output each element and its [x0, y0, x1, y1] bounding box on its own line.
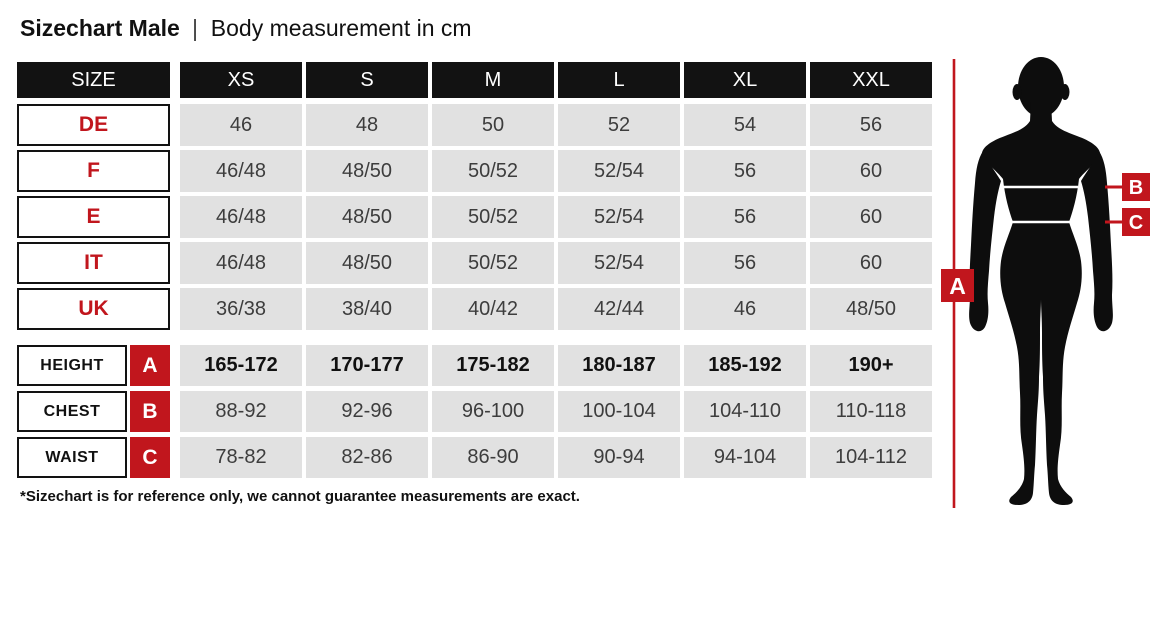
column-header-l: L — [558, 62, 680, 98]
table-section-gap — [17, 334, 932, 345]
cell-de-s: 48 — [306, 104, 428, 146]
header-row — [17, 62, 932, 98]
body-silhouette — [969, 57, 1113, 505]
cell-e-s: 48/50 — [306, 196, 428, 238]
cell-height-m: 175-182 — [432, 345, 554, 386]
cell-chest-s: 92-96 — [306, 391, 428, 432]
cell-height-s: 170-177 — [306, 345, 428, 386]
male-silhouette-figure — [935, 55, 1165, 515]
cell-e-xs: 46/48 — [180, 196, 302, 238]
cell-it-xxl: 60 — [810, 242, 932, 284]
row-label-f: F — [17, 150, 170, 192]
page-title — [20, 14, 472, 42]
row-label-waist: WAIST — [17, 437, 127, 478]
footnote: *Sizechart is for reference only, we cannot guarantee measurements are exact. — [20, 488, 580, 505]
title-separator: | — [192, 15, 198, 41]
cell-chest-l: 100-104 — [558, 391, 680, 432]
cell-e-m: 50/52 — [432, 196, 554, 238]
column-header-xs: XS — [180, 62, 302, 98]
cell-uk-l: 42/44 — [558, 288, 680, 330]
left-ear-shape — [1013, 84, 1022, 100]
cell-de-xxl: 56 — [810, 104, 932, 146]
cell-waist-xxl: 104-112 — [810, 437, 932, 478]
row-label-height: HEIGHT — [17, 345, 127, 386]
cell-uk-m: 40/42 — [432, 288, 554, 330]
table-row-e — [17, 196, 932, 238]
cell-chest-xxl: 110-118 — [810, 391, 932, 432]
cell-waist-l: 90-94 — [558, 437, 680, 478]
row-label-e: E — [17, 196, 170, 238]
torso-legs-shape — [982, 101, 1100, 505]
chest-marker-badge: B — [130, 391, 170, 432]
figure-marker-c — [1122, 208, 1150, 236]
cell-chest-xs: 88-92 — [180, 391, 302, 432]
chest-label-group — [17, 391, 170, 432]
cell-chest-xl: 104-110 — [684, 391, 806, 432]
cell-e-xl: 56 — [684, 196, 806, 238]
row-label-chest: CHEST — [17, 391, 127, 432]
waist-marker-letter: C — [1128, 212, 1144, 234]
cell-height-l: 180-187 — [558, 345, 680, 386]
cell-de-xl: 54 — [684, 104, 806, 146]
table-row-uk — [17, 288, 932, 330]
table-row-waist — [17, 437, 932, 478]
cell-de-m: 50 — [432, 104, 554, 146]
cell-e-xxl: 60 — [810, 196, 932, 238]
cell-de-xs: 46 — [180, 104, 302, 146]
title-subtitle: Body measurement in cm — [210, 15, 472, 41]
cell-f-xl: 56 — [684, 150, 806, 192]
sizechart-table — [17, 62, 932, 483]
table-row-it — [17, 242, 932, 284]
cell-it-m: 50/52 — [432, 242, 554, 284]
cell-it-s: 48/50 — [306, 242, 428, 284]
cell-it-xs: 46/48 — [180, 242, 302, 284]
left-arm-shape — [969, 151, 1001, 331]
table-row-height — [17, 345, 932, 386]
row-label-de: DE — [17, 104, 170, 146]
cell-e-l: 52/54 — [558, 196, 680, 238]
size-header-cell: SIZE — [17, 62, 170, 98]
waist-label-group — [17, 437, 170, 478]
cell-waist-s: 82-86 — [306, 437, 428, 478]
cell-f-l: 52/54 — [558, 150, 680, 192]
height-marker-badge: A — [130, 345, 170, 386]
table-row-f — [17, 150, 932, 192]
cell-height-xs: 165-172 — [180, 345, 302, 386]
row-label-uk: UK — [17, 288, 170, 330]
column-header-xl: XL — [684, 62, 806, 98]
column-header-xxl: XXL — [810, 62, 932, 98]
cell-it-l: 52/54 — [558, 242, 680, 284]
cell-uk-xxl: 48/50 — [810, 288, 932, 330]
right-arm-shape — [1081, 151, 1113, 331]
cell-f-xxl: 60 — [810, 150, 932, 192]
cell-uk-s: 38/40 — [306, 288, 428, 330]
chest-marker-letter: B — [1128, 177, 1144, 199]
cell-uk-xs: 36/38 — [180, 288, 302, 330]
waist-marker-badge: C — [130, 437, 170, 478]
cell-waist-xl: 94-104 — [684, 437, 806, 478]
column-header-m: M — [432, 62, 554, 98]
cell-f-m: 50/52 — [432, 150, 554, 192]
cell-waist-m: 86-90 — [432, 437, 554, 478]
cell-f-xs: 46/48 — [180, 150, 302, 192]
cell-height-xl: 185-192 — [684, 345, 806, 386]
table-row-chest — [17, 391, 932, 432]
right-ear-shape — [1061, 84, 1070, 100]
height-label-group — [17, 345, 170, 386]
cell-height-xxl: 190+ — [810, 345, 932, 386]
cell-it-xl: 56 — [684, 242, 806, 284]
table-row-de — [17, 104, 932, 146]
row-label-it: IT — [17, 242, 170, 284]
title-main: Sizechart Male — [20, 15, 180, 41]
figure-marker-a — [941, 269, 974, 302]
figure-marker-b — [1122, 173, 1150, 201]
cell-chest-m: 96-100 — [432, 391, 554, 432]
height-marker-letter: A — [949, 273, 966, 299]
cell-f-s: 48/50 — [306, 150, 428, 192]
cell-waist-xs: 78-82 — [180, 437, 302, 478]
cell-uk-xl: 46 — [684, 288, 806, 330]
column-header-s: S — [306, 62, 428, 98]
cell-de-l: 52 — [558, 104, 680, 146]
